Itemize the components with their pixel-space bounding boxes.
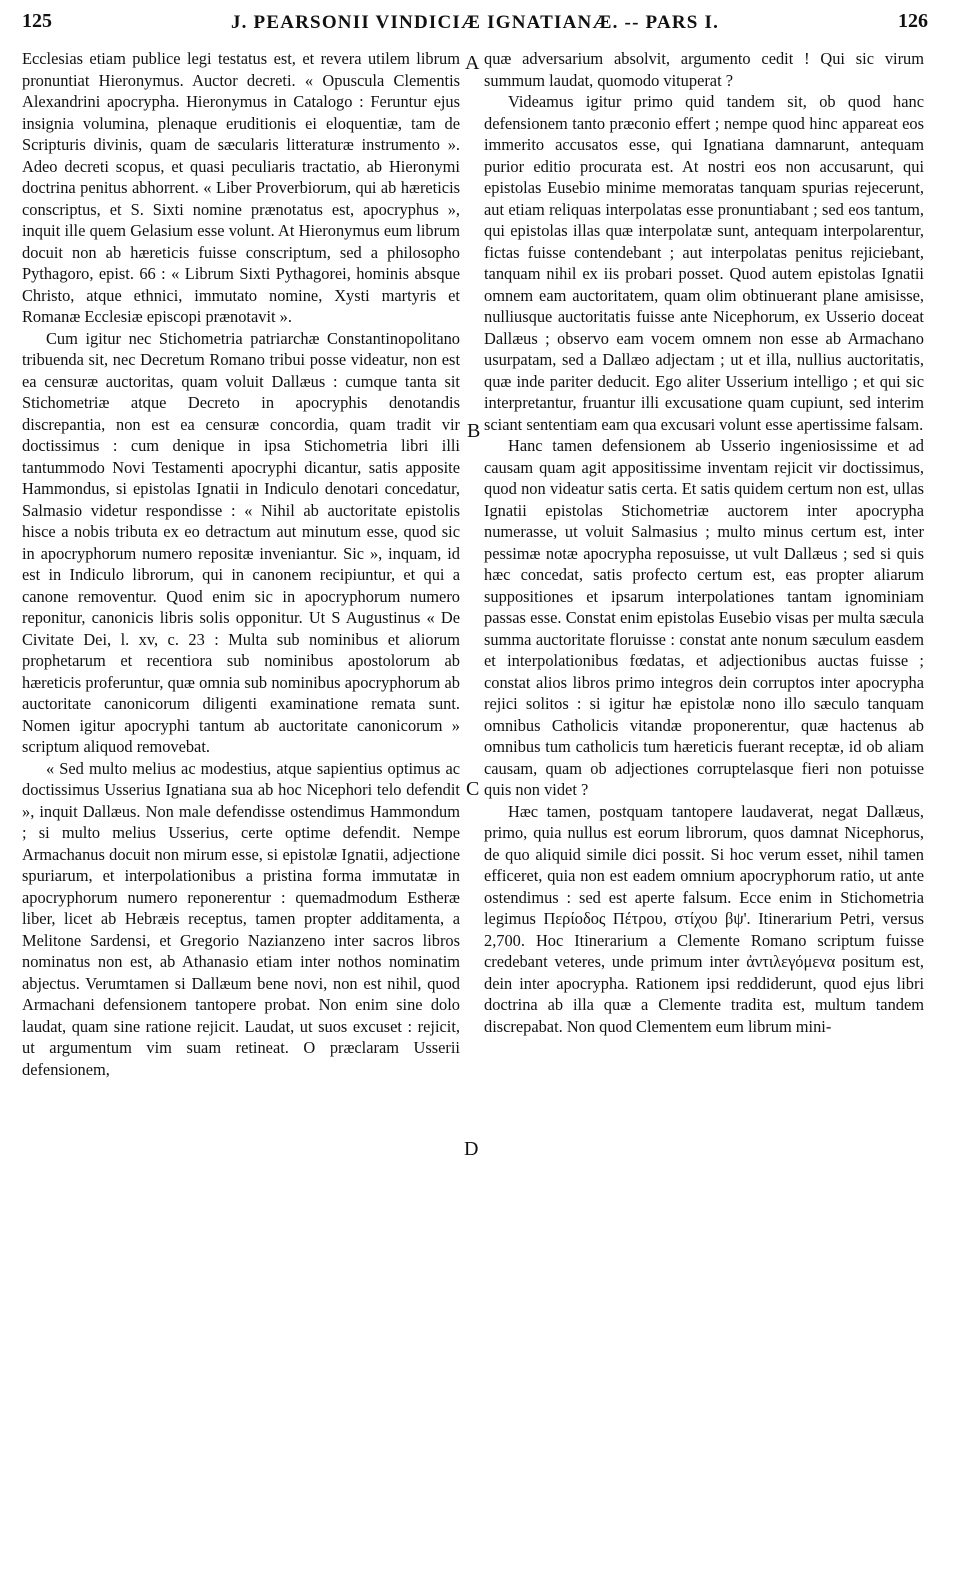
running-title: J. PEARSONII VINDICIÆ IGNATIANÆ. -- PARS I. — [230, 12, 720, 33]
right-column — [484, 48, 924, 1037]
left-column — [22, 48, 460, 1080]
left-paragraph-2: Cum igitur nec Stichometria patriarchæ Constantinopolitano tribuenda sit, nec Decretum Romano tribui posse videatur, non est ea censuræ auctoritas, quam voluit Dallæus : cumque tanta sit Stichometriæ atque Decreto in apocryphis denotandis discrepantia, non est ea censuræ concordia, quam tradit vir doctissimus : cum denique in ipsa Stichometria libri illi tantummodo Novi Testamenti apocryphi dicantur, satis apposite Hammondus, si epistolas Ignatii in Indiculo denotari concedatur, Salmasio videtur respondisse : « Nihil ab auctoritate epistolis hisce a nobis tributa ex eo detractum aut minutum esse, quod sic in apocryphorum numero repositæ inveniantur. Sic », inquam, id est in Indiculo librorum, qui in canonem recipiuntur, et qui a canone removentur. Quod enim sic in apocryphorum numero reponitur, canonicis libris solis opponitur. Ut S Augustinus « De Civitate Dei, l. xv, c. 23 : Multa sub nominibus et aliorum prophetarum et recentiora sub nominibus apostolorum ab hæreticis proferuntur, quæ omnia sub nominibus apocryphorum ab auctoritate canonicorum diligenti examinatione remata sunt. Nomen igitur apocryphi tantum ab auctoritate canonicorum » scriptum aliquod removebat. — [22, 328, 460, 756]
margin-marker-a: A — [465, 52, 480, 74]
right-paragraph-2: Videamus igitur primo quid tandem sit, ob quod hanc defensionem tanto præconio effert ; nempe quod hinc appareat eos immerito accusatos esse, qui Ignatiana damnarunt, antequam purior editio procurata est. At nostri eos non accusarunt, qui epistolas Eusebio minime memoratas tanquam spurias rejecerunt, aut etiam reliquas interpolatas esse pronuntiabant ; sed eos tantum, qui epistolas illas quæ interpolatæ sunt, antequam interpolarentur, fictas fuisse contendebant ; aut interpolatas penitus rejiciebant, tanquam nihil ex iis probari posset. Quod autem epistolas Ignatii omnem eam auctoritatem, quam olim obtinuerant plane amisisse, nulliusque auctoritatis fuisse ante Nicephorum, ex Usserio doceat Dallæus ; observo eam vocem omnem non esse ab Armachano usurpatam, sed a Dallæo adjectam ; ut et illa, nullius auctoritatis, quæ inde pariter deducit. Ego aliter Usserium intelligo ; et qui sic interpretantur, fruantur illi excusatione quam cupiunt, sed interim sciant sententiam eam qua excusari volunt esse apertissime falsam. — [484, 92, 924, 434]
left-paragraph-1: Ecclesias etiam publice legi testatus est, et revera utilem librum pronuntiat Hieronymus. Auctor decreti. « Opuscula Clementis Alexandrini apocrypha. Hieronymus in Catalogo : Feruntur ejus insignia volumina, plenaque eruditionis ei eloquentiæ, tam de Scripturis divinis, quam de sæcularis litteraturæ instrumento ». Adeo decreti scopus, et quasi peculiaris tractatio, ab Hieronymi doctrina penitus abhorrent. « Liber Proverbiorum, qui ab hæreticis conscriptus, et S. Sixti nomine prænotatus est, apocryphus », inquit ille quem Gelasium esse volunt. At Hieronymus eum librum docuit non ab hæreticis fuisse conscriptum, sed a philosopho Pythagoro, epist. 66 : « Librum Sixti Pythagorei, hominis absque Christo, atque ethnici, immutato nomine, Xysti martyris et Romanæ Ecclesiæ episcopi prænotavit ». — [22, 49, 460, 326]
right-paragraph-1: quæ adversarium absolvit, argumento cedit ! Qui sic virum summum laudat, quomodo vituperat ? — [484, 49, 924, 90]
margin-marker-d: D — [464, 1138, 479, 1160]
left-paragraph-3: « Sed multo melius ac modestius, atque sapientius optimus ac doctissimus Usserius Ignatiana sua ab hoc Nicephori telo defendit », inquit Dallæus. Non male defendisse ostendimus Hammondum ; si multo melius Usserius, certe optime defendit. Nempe Armachanus docuit non mirum esse, si epistolæ Ignatii, adjectione spuriarum, et interpolationibus a pristina forma immutatæ in apocryphorum numero reponerentur : quemadmodum Estheræ liber, licet ab Hebræis receptus, tamen propter additamenta, a Melitone Sardensi, et Gregorio Nazianzeno inter sacros libros nominatus non est, ab Athanasio etiam inter nothos nominatim abjectus. Verumtamen si Dallæum bene novi, non est nihil, quod Armachani defensionem tantopere probat. Non enim sine dolo laudat, quam sine ratione rejicit. Laudat, ut suos excuset : rejicit, ut argumentum vim suam retineat. O præclaram Usserii defensionem, — [22, 758, 460, 1079]
right-paragraph-3: Hanc tamen defensionem ab Usserio ingeniosissime et ad causam quam agit appositissime inventam rejicit vir doctissimus, quod non videatur satis certa. Et satis quidem certum non est, ullas Ignatii epistolas Stichometriæ auctorem inter apocrypha numerasse, ut voluit Salmasius ; multo minus certum est, inter pessimæ notæ apocrypha reposuisse, ut vult Dallæus ; sed si quis hæc concedat, satis profecto certum est, eas propter aliarum suppositiones et ipsarum interpolationes tantam ignominiam passas esse. Constat enim epistolas Eusebio visas per multa sæcula summa auctoritate floruisse : constat ante nonum sæculum easdem et interpolationibus fœdatas, et adjectionibus auctas fuisse ; constat alios libros primo integros dein corruptos inter apocrypha rejici solitos : si igitur hæ epistolæ nono illo sæculo tanquam omnibus Catholicis vitandæ proponerentur, quæ hactenus ab omnibus tum catholicis tum hæreticis fuerant receptæ, id ob aliam causam, quam ob adjectiones corruptelasque fieri non potuisse quis non videt ? — [484, 436, 924, 799]
right-paragraph-4: Hæc tamen, postquam tantopere laudaverat, negat Dallæus, primo, quia nullus est eorum librorum, quos damnat Nicephorus, de quo aliquid simile dici possit. Si hoc verum esset, nihil tamen efficeret, quia non est eadem omnium apocryphorum ratio, ut ante ostendimus : sed est aperte falsum. Ecce enim in Stichometria legimus Περίοδος Πέτρου, στίχου βψ'. Itinerarium Petri, versus 2,700. Hoc Itinerarium a Clemente Romano scriptum fuisse credebant veteres, unde primum inter ἀντιλεγόμενα positum est, dein inter apocrypha. Rationem ipsi reddiderunt, quod ejus libri doctrina ab illa quæ a Clemente tradita est, multum tandem discrepabat. Non quod Clementem eum librum mini- — [484, 801, 924, 1036]
page-number-left: 125 — [22, 10, 52, 32]
page-number-right: 126 — [898, 10, 928, 32]
margin-marker-c: C — [466, 778, 480, 800]
margin-marker-b: B — [467, 420, 481, 442]
page-header — [22, 10, 928, 40]
